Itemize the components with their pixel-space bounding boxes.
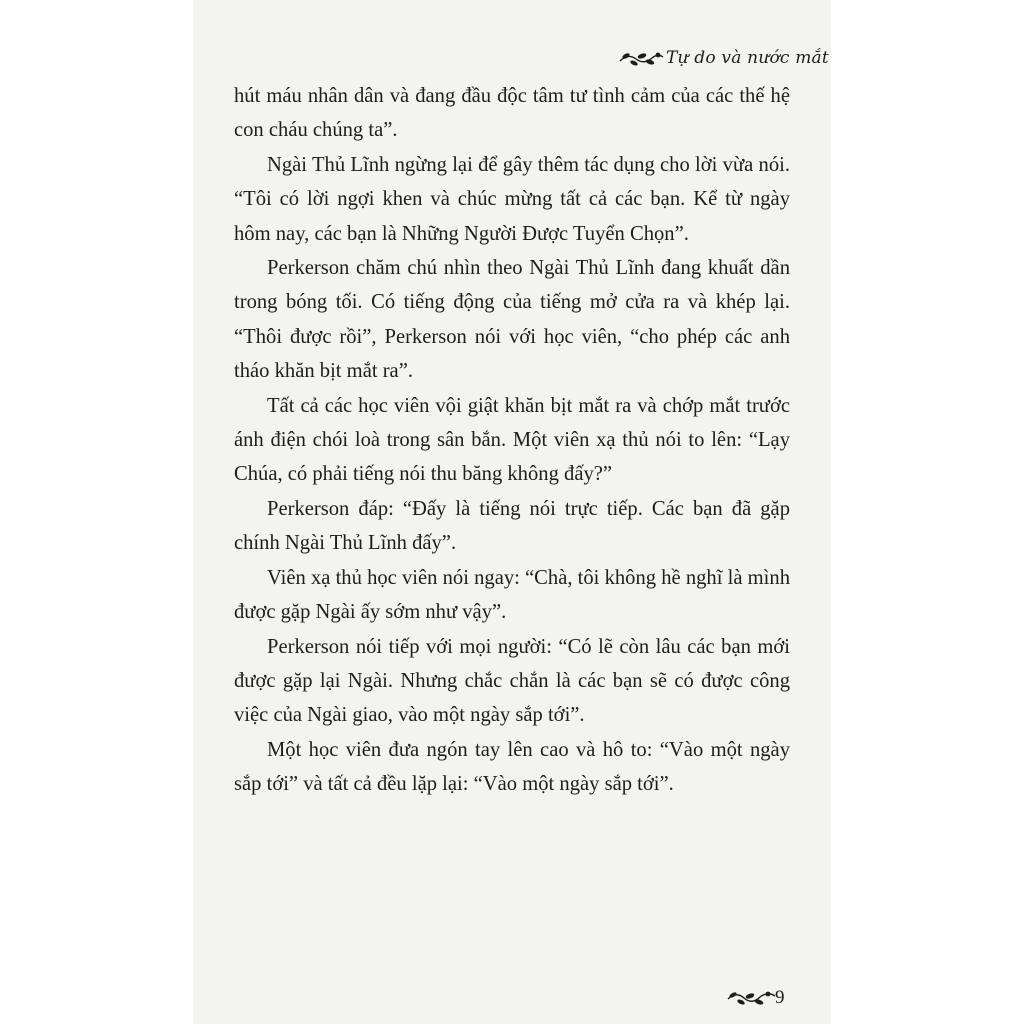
running-title: Tự do và nước mắt [666,48,829,68]
leaf-vine-ornament-icon [726,987,776,1009]
paragraph: Perkerson đáp: “Đấy là tiếng nói trực tiếp. Các bạn đã gặp chính Ngài Thủ Lĩnh đấy”. [234,497,790,555]
page-footer [726,984,785,1012]
paragraph: Perkerson chăm chú nhìn theo Ngài Thủ Lĩnh đang khuất dần trong bóng tối. Có tiếng động của tiếng mở cửa ra và khép lại. “Thôi được rồi”, Perkerson nói với học viên, “cho phép các anh tháo khăn bịt mắt ra”. [234,257,790,383]
running-header [618,44,829,72]
leaf-vine-ornament-icon [618,47,664,69]
paragraph: hút máu nhân dân và đang đầu độc tâm tư tình cảm của các thế hệ con cháu chúng ta”. [234,85,790,142]
paragraph: Viên xạ thủ học viên nói ngay: “Chà, tôi không hề nghĩ là mình được gặp Ngài ấy sớm như vậy”. [234,566,790,624]
body-text [234,79,790,802]
paragraph: Một học viên đưa ngón tay lên cao và hô to: “Vào một ngày sắp tới” và tất cả đều lặp lại: “Vào một ngày sắp tới”. [234,738,790,796]
paragraph: Tất cả các học viên vội giật khăn bịt mắt ra và chớp mắt trước ánh điện chói loà trong sân bắn. Một viên xạ thủ nói to lên: “Lạy Chúa, có phải tiếng nói thu băng không đấy?” [234,394,790,486]
page-number: 9 [775,987,785,1008]
paragraph: Ngài Thủ Lĩnh ngừng lại để gây thêm tác dụng cho lời vừa nói. “Tôi có lời ngợi khen và chúc mừng tất cả các bạn. Kể từ ngày hôm nay, các bạn là Những Người Được Tuyển Chọn”. [234,153,790,245]
paragraph: Perkerson nói tiếp với mọi người: “Có lẽ còn lâu các bạn mới được gặp lại Ngài. Nhưng chắc chắn là các bạn sẽ có được công việc của Ngài giao, vào một ngày sắp tới”. [234,635,790,727]
book-page [193,0,831,1024]
